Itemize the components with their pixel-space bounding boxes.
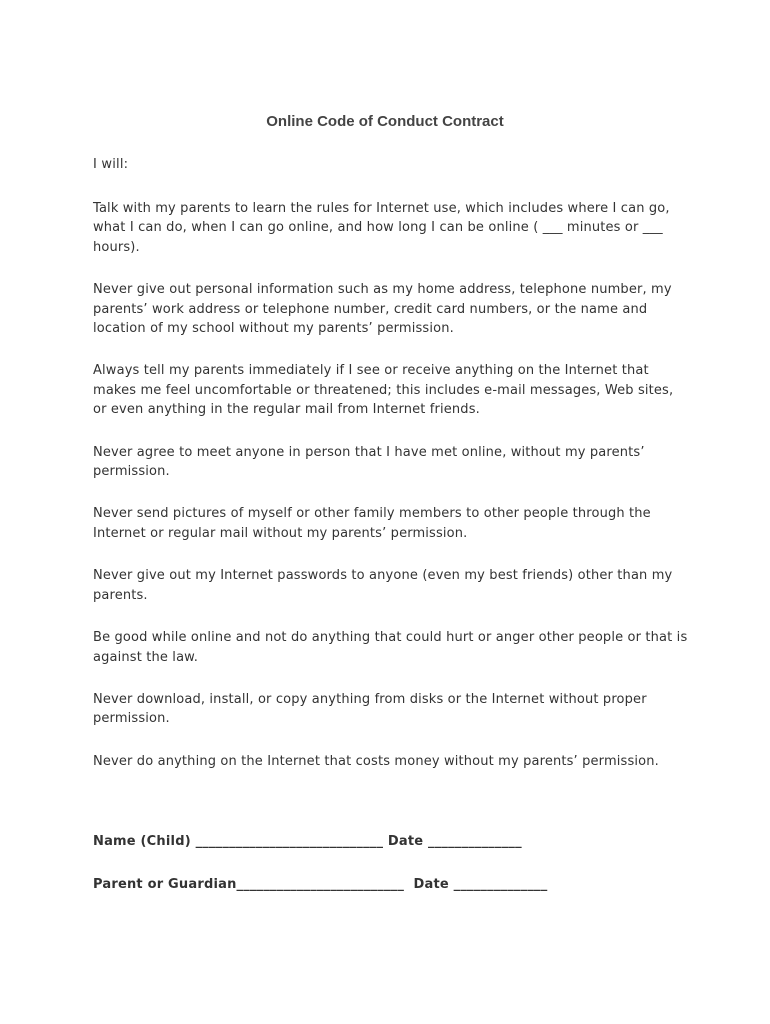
rule-item: Never give out personal information such as my home address, telephone number, my parents’ work address or telephone number, credit card numbers, or the name and location of my school without my parents’ permission. bbox=[93, 282, 672, 337]
rule-item: Never agree to meet anyone in person that I have met online, without my parents’ permission. bbox=[93, 444, 645, 480]
parent-signature-line: Parent or Guardian_________________________ Date ______________ bbox=[93, 877, 548, 892]
rule-item: Talk with my parents to learn the rules for Internet use, which includes where I can go, what I can do, when I can go online, and how long I can be online ( ___ minutes or ___ hours). bbox=[93, 201, 670, 255]
child-signature-line: Name (Child) ____________________________ Date ______________ bbox=[93, 834, 522, 849]
document-title: Online Code of Conduct Contract bbox=[266, 113, 504, 130]
rule-item: Always tell my parents immediately if I see or receive anything on the Internet that makes me feel uncomfortable or threatened; this includes e-mail messages, Web sites, or even anything in the regular mail from Internet friends. bbox=[93, 363, 674, 418]
rule-item: Be good while online and not do anything that could hurt or anger other people or that is against the law. bbox=[93, 630, 688, 665]
rule-item: Never download, install, or copy anything from disks or the Internet without proper permission. bbox=[93, 691, 647, 727]
intro-text: I will: bbox=[93, 157, 129, 172]
rule-item: Never send pictures of myself or other family members to other people through the Internet or regular mail without my parents’ permission. bbox=[93, 506, 651, 541]
rule-item: Never do anything on the Internet that costs money without my parents’ permission. bbox=[93, 753, 659, 769]
conduct-rules-list bbox=[93, 199, 689, 794]
rule-item: Never give out my Internet passwords to anyone (even my best friends) other than my parents. bbox=[93, 568, 673, 603]
